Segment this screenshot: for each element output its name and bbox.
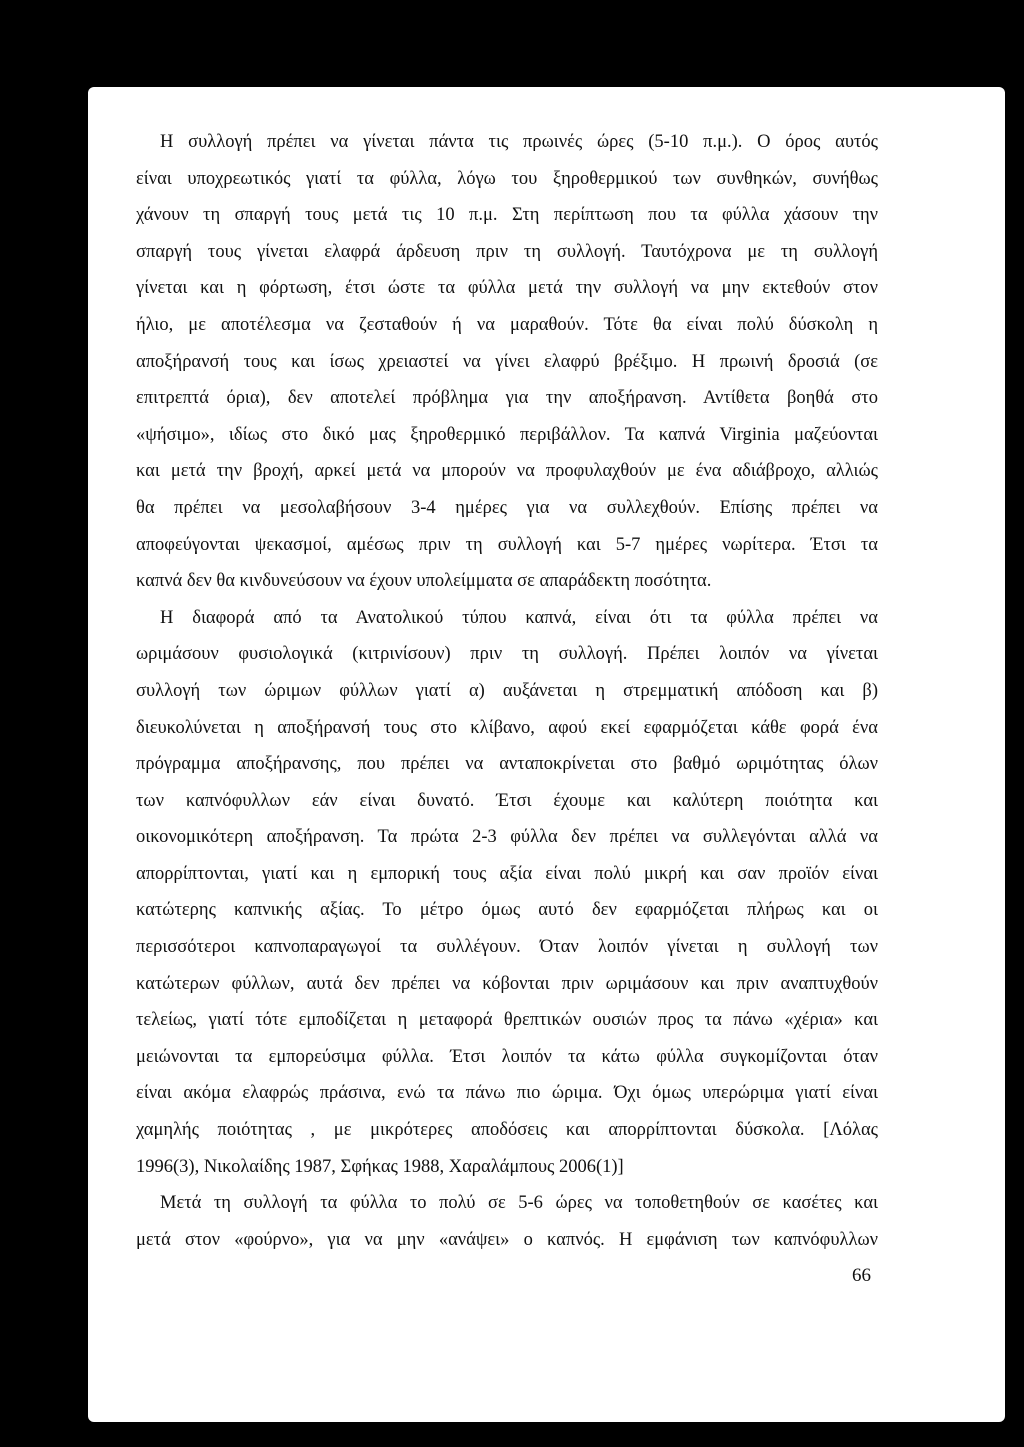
- text-line: οικονομικότερη αποξήρανση. Τα πρώτα 2-3 φύλλα δεν πρέπει να συλλεγόνται αλλά να: [136, 827, 878, 848]
- paragraph-3: [136, 1185, 878, 1258]
- page-number: 66: [852, 1265, 871, 1286]
- text-line: ήλιο, με αποτέλεσμα να ζεσταθούν ή να μαραθούν. Τότε θα είναι πολύ δύσκολη η: [136, 314, 878, 335]
- text-line: ωριμάσουν φυσιολογικά (κιτρινίσουν) πριν τη συλλογή. Πρέπει λοιπόν να γίνεται: [136, 644, 878, 665]
- text-line: επιτρεπτά όρια), δεν αποτελεί πρόβλημα για την αποξήρανση. Αντίθετα βοηθά στο: [136, 388, 878, 409]
- text-line: αποξήρανσή τους και ίσως χρειαστεί να γίνει ελαφρύ βρέξιμο. Η πρωινή δροσιά (σε: [136, 351, 878, 372]
- text-line: κατώτερης καπνικής αξίας. Το μέτρο όμως αυτό δεν εφαρμόζεται πλήρως και οι: [136, 900, 878, 921]
- text-line: γίνεται και η φόρτωση, έτσι ώστε τα φύλλα μετά την συλλογή να μην εκτεθούν στον: [136, 278, 878, 299]
- paragraph-1: [136, 124, 878, 600]
- text-line: «ψήσιμο», ιδίως στο δικό μας ξηροθερμικό περιβάλλον. Τα καπνά Virginia μαζεύονται: [136, 424, 878, 445]
- text-line: των καπνόφυλλων εάν είναι δυνατό. Έτσι έχουμε και καλύτερη ποιότητα και: [136, 790, 878, 811]
- text-line: απορρίπτονται, γιατί και η εμπορική τους αξία είναι πολύ μικρή και σαν προϊόν είναι: [136, 863, 878, 884]
- paragraph-2: [136, 600, 878, 1186]
- body-text: [136, 124, 878, 1258]
- text-line: είναι υποχρεωτικός γιατί τα φύλλα, λόγω του ξηροθερμικού των συνθηκών, συνήθως: [136, 168, 878, 189]
- text-line: χαμηλής ποιότητας , με μικρότερες αποδόσεις και απορρίπτονται δύσκολα. [Λόλας: [136, 1120, 878, 1141]
- text-line: μετά στον «φούρνο», για να μην «ανάψει» ο καπνός. Η εμφάνιση των καπνόφυλλων: [136, 1229, 878, 1250]
- text-line: τελείως, γιατί τότε εμποδίζεται η μεταφορά θρεπτικών ουσιών προς τα πάνω «χέρια» και: [136, 1010, 878, 1031]
- text-line: Μετά τη συλλογή τα φύλλα το πολύ σε 5-6 ώρες να τοποθετηθούν σε κασέτες και: [160, 1193, 878, 1214]
- text-line: είναι ακόμα ελαφρώς πράσινα, ενώ τα πάνω πιο ώριμα. Όχι όμως υπερώριμα γιατί είναι: [136, 1083, 878, 1104]
- text-line: κατώτερων φύλλων, αυτά δεν πρέπει να κόβονται πριν ωριμάσουν και πριν αναπτυχθούν: [136, 973, 878, 994]
- text-line: χάνουν τη σπαργή τους μετά τις 10 π.μ. Στη περίπτωση που τα φύλλα χάσουν την: [136, 205, 878, 226]
- document-page: [88, 87, 1005, 1422]
- text-line: αποφεύγονται ψεκασμοί, αμέσως πριν τη συλλογή και 5-7 ημέρες νωρίτερα. Έτσι τα: [136, 534, 878, 555]
- text-line: σπαργή τους γίνεται ελαφρά άρδευση πριν τη συλλογή. Ταυτόχρονα με τη συλλογή: [136, 241, 878, 262]
- text-line: Η συλλογή πρέπει να γίνεται πάντα τις πρωινές ώρες (5-10 π.μ.). Ο όρος αυτός: [160, 132, 878, 152]
- text-line: περισσότεροι καπνοπαραγωγοί τα συλλέγουν. Όταν λοιπόν γίνεται η συλλογή των: [136, 937, 878, 958]
- text-line: πρόγραμμα αποξήρανσης, που πρέπει να ανταποκρίνεται στο βαθμό ωριμότητας όλων: [136, 754, 878, 775]
- text-line: μειώνονται τα εμπορεύσιμα φύλλα. Έτσι λοιπόν τα κάτω φύλλα συγκομίζονται όταν: [136, 1046, 878, 1067]
- text-line: θα πρέπει να μεσολαβήσουν 3-4 ημέρες για να συλλεχθούν. Επίσης πρέπει να: [136, 497, 878, 518]
- text-line: Η διαφορά από τα Ανατολικού τύπου καπνά, είναι ότι τα φύλλα πρέπει να: [160, 607, 878, 628]
- text-line: 1996(3), Νικολαίδης 1987, Σφήκας 1988, Χαραλάμπους 2006(1)]: [136, 1156, 624, 1177]
- text-line: διευκολύνεται η αποξήρανσή τους στο κλίβανο, αφού εκεί εφαρμόζεται κάθε φορά ένα: [136, 717, 878, 738]
- text-line: καπνά δεν θα κινδυνεύσουν να έχουν υπολείμματα σε απαράδεκτη ποσότητα.: [136, 571, 712, 592]
- text-line: και μετά την βροχή, αρκεί μετά να μπορούν να προφυλαχθούν με ένα αδιάβροχο, αλλιώς: [136, 461, 878, 482]
- text-line: συλλογή των ώριμων φύλλων γιατί α) αυξάνεται η στρεμματική απόδοση και β): [136, 680, 878, 701]
